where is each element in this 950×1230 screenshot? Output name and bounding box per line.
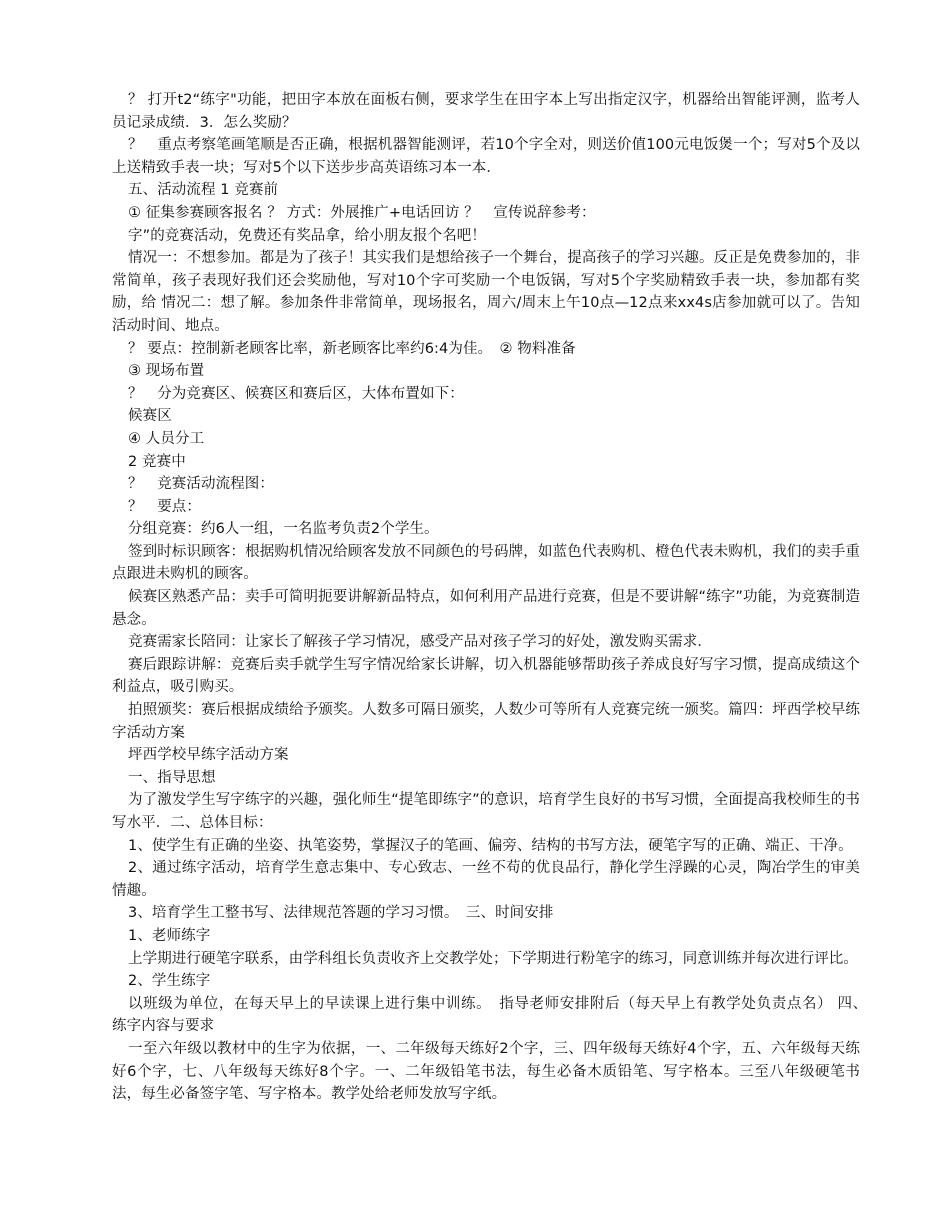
paragraph-open-t2-feature: ？ 打开t2“练字"功能，把田字本放在面板右侧，要求学生在田字本上写出指定汉字，机器给出智能评测，监考人员记录成绩．3．怎么奖励？ xyxy=(112,92,860,131)
paragraph-guiding-idea: 为了激发学生写字练字的兴趣，强化师生“提笔即练字”的意识，培育学生良好的书写习惯，全面提高我校师生的书写水平．二、总体目标： xyxy=(112,792,860,831)
paragraph-goal-3: 3、培育学生工整书写、法律规范答题的学习习惯。 三、时间安排 xyxy=(128,905,554,922)
paragraph-sign-up-kids: 字”的竞赛活动，免费还有奖品拿，给小朋友报个名吧！ xyxy=(128,227,487,244)
heading-student-practice: 2、学生练字 xyxy=(128,973,211,990)
paragraph-parent-accompany: 竞赛需家长陪同：让家长了解孩子学习情况，感受产品对孩子学习的好处，激发购买需求． xyxy=(128,634,712,651)
paragraph-zones: ？ 分为竞赛区、候赛区和赛后区，大体布置如下： xyxy=(128,385,464,402)
paragraph-grouping: 分组竞赛：约6人一组，一名监考负责2个学生。 xyxy=(128,521,439,538)
heading-teacher-practice: 1、老师练字 xyxy=(128,927,211,944)
paragraph-goal-2: 2、通过练字活动，培育学生意志集中、专心致志、一丝不苟的优良品行，静化学生浮躁的心灵，陶冶学生的审美情趣。 xyxy=(112,860,860,899)
paragraph-check-in: 签到时标识顾客：根据购机情况给顾客发放不同颜色的号码牌，如蓝色代表购机、橙色代表未购机，我们的卖手重点跟进未购机的顾客。 xyxy=(112,543,860,583)
paragraph-collect-registrations: ① 征集参赛顾客报名 ？ 方式：外展推广+电话回访 ？ 宣传说辞参考： xyxy=(128,204,596,221)
paragraph-content-requirements: 一至六年级以教材中的生字为依据，一、二年级每天练好2个字，三、四年级每天练好4个字，五、六年级每天练好6个字，七、八年级每天练好8个字。一、二年级铅笔书法，每生必备木质铅笔、写字格本。三至八年级硬笔书法，每生必备签字笔、写字格本。教学处给老师发放写字纸。 xyxy=(112,1040,860,1103)
heading-guiding-idea: 一、指导思想 xyxy=(128,769,216,786)
paragraph-flow-chart: ？ 竞赛活动流程图： xyxy=(128,476,274,493)
paragraph-site-layout: ③ 现场布置 xyxy=(128,363,205,380)
paragraph-award-photo: 拍照颁奖：赛后根据成绩给予颁奖。人数多可隔日颁奖，人数少可等所有人竞赛完统一颁奖。篇四：坪西学校早练字活动方案 xyxy=(112,702,860,741)
paragraph-goal-1: 1、使学生有正确的坐姿、执笔姿势，掌握汉子的笔画、偏旁、结构的书写方法，硬笔字写的正确、端正、干净。 xyxy=(128,837,853,854)
paragraph-key-points: ？ 要点： xyxy=(128,498,201,515)
paragraph-product-intro: 候赛区熟悉产品：卖手可简明扼要讲解新品特点，如何利用产品进行竞赛，但是不要讲解“练字”功能，为竞赛制造悬念。 xyxy=(112,589,860,628)
paragraph-reward-rules: ？ 重点考察笔画笔顺是否正确，根据机器智能测评，若10个字全对，则送价值100元电饭煲一个；写对5个及以上送精致手表一块；写对5个以下送步步高英语练习本一本． xyxy=(112,137,860,176)
paragraph-teacher-practice: 上学期进行硬笔字联系，由学科组长负责收齐上交教学处；下学期进行粉笔字的练习，同意训练并每次进行评比。 xyxy=(128,950,858,967)
paragraph-follow-up: 赛后跟踪讲解：竞赛后卖手就学生写字情况给家长讲解，切入机器能够帮助孩子养成良好写字习惯，提高成绩这个利益点，吸引购买。 xyxy=(112,656,860,696)
heading-during-contest: 2 竞赛中 xyxy=(128,453,186,470)
paragraph-situations: 情况一：不想参加。都是为了孩子！其实我们是想给孩子一个舞台，提高孩子的学习兴趣。反正是免费参加的，非常简单，孩子表现好我们还会奖励他，写对10个字可奖励一个电饭锅，写对5个字奖励精致手表一块，参加都有奖励，给 情况二：想了解。参加条件非常简单，现场报名，周六/周末上午10点—12点来xx4s店参加就可以了。告知活动时间、地点。 xyxy=(112,250,860,334)
heading-school-plan: 坪西学校早练字活动方案 xyxy=(128,747,289,764)
paragraph-student-practice: 以班级为单位，在每天早上的早读课上进行集中训练。 指导老师安排附后（每天早上有教学处负责点名） 四、 练字内容与要求 xyxy=(112,995,875,1035)
document-body xyxy=(112,89,875,1106)
heading-activity-process: 五、活动流程 1 竞赛前 xyxy=(128,182,279,199)
paragraph-staff-assignment: ④ 人员分工 xyxy=(128,430,205,447)
paragraph-waiting-zone: 候赛区 xyxy=(128,408,172,425)
paragraph-customer-ratio: ？ 要点：控制新老顾客比率，新老顾客比率约6:4为佳。 ② 物料准备 xyxy=(128,340,576,357)
